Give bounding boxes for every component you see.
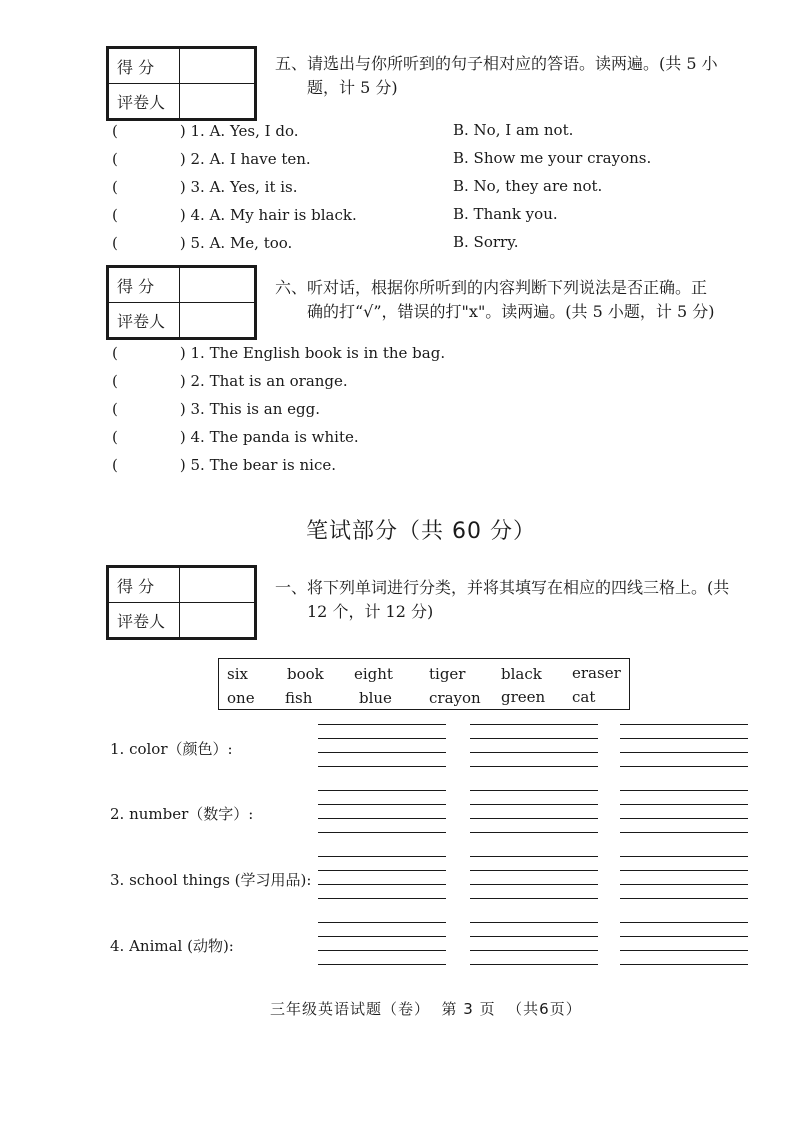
grid-line: [470, 790, 598, 791]
section5-heading-line1: 五、请选出与你所听到的句子相对应的答语。读两遍。(共 5 小: [275, 54, 718, 73]
grid-line: [318, 818, 446, 819]
four-line-writing-grid[interactable]: [470, 790, 598, 832]
option-b: B. No, I am not.: [453, 121, 574, 139]
grid-line: [620, 936, 748, 937]
list-item: ( ) 5. The bear is nice.: [112, 456, 337, 474]
grid-line: [318, 950, 446, 951]
option-a: 4. A. My hair is black.: [190, 206, 357, 224]
written1-heading-line2: 12 个，计 12 分): [307, 602, 434, 621]
grid-line: [620, 964, 748, 965]
grader-label: 评卷人: [109, 303, 180, 338]
grid-line: [318, 964, 446, 965]
grid-line: [470, 832, 598, 833]
grid-line: [470, 922, 598, 923]
grid-line: [318, 738, 446, 739]
grid-line: [470, 766, 598, 767]
grid-line: [318, 724, 446, 725]
grid-line: [318, 870, 446, 871]
option-a: 2. A. I have ten.: [190, 150, 311, 168]
four-line-writing-grid[interactable]: [620, 856, 748, 898]
grid-line: [620, 766, 748, 767]
grader-label: 评卷人: [109, 603, 180, 638]
four-line-writing-grid[interactable]: [470, 856, 598, 898]
list-item: ( ) 4. The panda is white.: [112, 428, 359, 446]
option-b: B. Show me your crayons.: [453, 149, 652, 167]
list-item: ( ) 1. A. Yes, I do.: [112, 122, 299, 140]
score-box-section5: [106, 46, 257, 121]
score-box-section6: [106, 265, 257, 340]
grid-line: [470, 804, 598, 805]
option-b: B. Thank you.: [453, 205, 558, 223]
option-a: 3. A. Yes, it is.: [190, 178, 298, 196]
grid-line: [620, 922, 748, 923]
score-field[interactable]: [180, 268, 255, 303]
section5-heading: [275, 52, 745, 100]
grid-line: [318, 856, 446, 857]
score-field[interactable]: [180, 49, 255, 84]
category-label-school-things: 3. school things (学习用品):: [110, 871, 312, 889]
option-b: B. Sorry.: [453, 233, 519, 251]
grid-line: [470, 752, 598, 753]
grid-line: [620, 790, 748, 791]
word-item: cat: [572, 688, 596, 706]
score-label: 得 分: [109, 568, 180, 603]
grid-line: [470, 898, 598, 899]
grid-line: [620, 804, 748, 805]
grid-line: [620, 856, 748, 857]
grid-line: [318, 752, 446, 753]
grid-line: [318, 766, 446, 767]
word-item: six: [227, 665, 248, 683]
four-line-writing-grid[interactable]: [318, 724, 446, 766]
grid-line: [318, 884, 446, 885]
grid-line: [318, 898, 446, 899]
list-item: ( ) 5. A. Me, too.: [112, 234, 293, 252]
statement-text: 3. This is an egg.: [190, 400, 320, 418]
grader-label: 评卷人: [109, 84, 180, 119]
written-part-title: 笔试部分（共 60 分）: [306, 519, 536, 544]
grid-line: [318, 804, 446, 805]
grid-line: [470, 936, 598, 937]
section6-heading-line2: 确的打“√”，错误的打"x"。读两遍。(共 5 小题，计 5 分): [307, 302, 715, 321]
word-bank: [218, 658, 630, 710]
grid-line: [470, 870, 598, 871]
grid-line: [620, 884, 748, 885]
statement-text: 5. The bear is nice.: [190, 456, 337, 474]
list-item: ( ) 1. The English book is in the bag.: [112, 344, 446, 362]
grid-line: [620, 738, 748, 739]
four-line-writing-grid[interactable]: [470, 922, 598, 964]
word-item: eight: [354, 665, 393, 683]
score-label: 得 分: [109, 268, 180, 303]
word-item: blue: [359, 689, 392, 707]
grid-line: [620, 724, 748, 725]
category-label-number: 2. number（数字）:: [110, 805, 254, 823]
grid-line: [620, 870, 748, 871]
grid-line: [620, 898, 748, 899]
grid-line: [470, 856, 598, 857]
grid-line: [318, 936, 446, 937]
four-line-writing-grid[interactable]: [620, 724, 748, 766]
grader-field[interactable]: [180, 84, 255, 119]
section6-heading: [275, 276, 745, 324]
category-label-color: 1. color（颜色）:: [110, 740, 233, 758]
list-item: ( ) 4. A. My hair is black.: [112, 206, 357, 224]
list-item: ( ) 3. This is an egg.: [112, 400, 320, 418]
written1-heading: [275, 576, 745, 624]
grader-field[interactable]: [180, 303, 255, 338]
word-item: black: [501, 665, 542, 683]
word-item: green: [501, 688, 546, 706]
score-label: 得 分: [109, 49, 180, 84]
word-item: one: [227, 689, 255, 707]
word-item: fish: [285, 689, 313, 707]
grid-line: [318, 832, 446, 833]
four-line-writing-grid[interactable]: [318, 856, 446, 898]
grid-line: [470, 884, 598, 885]
four-line-writing-grid[interactable]: [470, 724, 598, 766]
word-item: book: [287, 665, 324, 683]
category-label-animal: 4. Animal (动物):: [110, 937, 234, 955]
section5-heading-line2: 题，计 5 分): [307, 78, 398, 97]
option-b: B. No, they are not.: [453, 177, 603, 195]
grid-line: [620, 950, 748, 951]
list-item: ( ) 3. A. Yes, it is.: [112, 178, 298, 196]
four-line-writing-grid[interactable]: [318, 790, 446, 832]
four-line-writing-grid[interactable]: [620, 790, 748, 832]
statement-text: 4. The panda is white.: [190, 428, 359, 446]
section6-heading-line1: 六、听对话，根据你所听到的内容判断下列说法是否正确。正: [275, 278, 708, 297]
four-line-writing-grid[interactable]: [318, 922, 446, 964]
word-item: crayon: [429, 689, 481, 707]
grid-line: [470, 818, 598, 819]
grid-line: [470, 738, 598, 739]
score-field[interactable]: [180, 568, 255, 603]
page-footer: 三年级英语试题（卷） 第 3 页 （共6页）: [270, 1000, 582, 1018]
grid-line: [620, 752, 748, 753]
grid-line: [318, 922, 446, 923]
score-box-written1: [106, 565, 257, 640]
grid-line: [470, 724, 598, 725]
statement-text: 2. That is an orange.: [190, 372, 348, 390]
list-item: ( ) 2. That is an orange.: [112, 372, 348, 390]
word-item: eraser: [572, 664, 621, 682]
four-line-writing-grid[interactable]: [620, 922, 748, 964]
grid-line: [318, 790, 446, 791]
written1-heading-line1: 一、将下列单词进行分类，并将其填写在相应的四线三格上。(共: [275, 578, 730, 597]
option-a: 1. A. Yes, I do.: [190, 122, 299, 140]
grid-line: [470, 964, 598, 965]
option-a: 5. A. Me, too.: [190, 234, 293, 252]
statement-text: 1. The English book is in the bag.: [190, 344, 446, 362]
grid-line: [620, 818, 748, 819]
list-item: ( ) 2. A. I have ten.: [112, 150, 311, 168]
grid-line: [620, 832, 748, 833]
grader-field[interactable]: [180, 603, 255, 638]
word-item: tiger: [429, 665, 466, 683]
grid-line: [470, 950, 598, 951]
